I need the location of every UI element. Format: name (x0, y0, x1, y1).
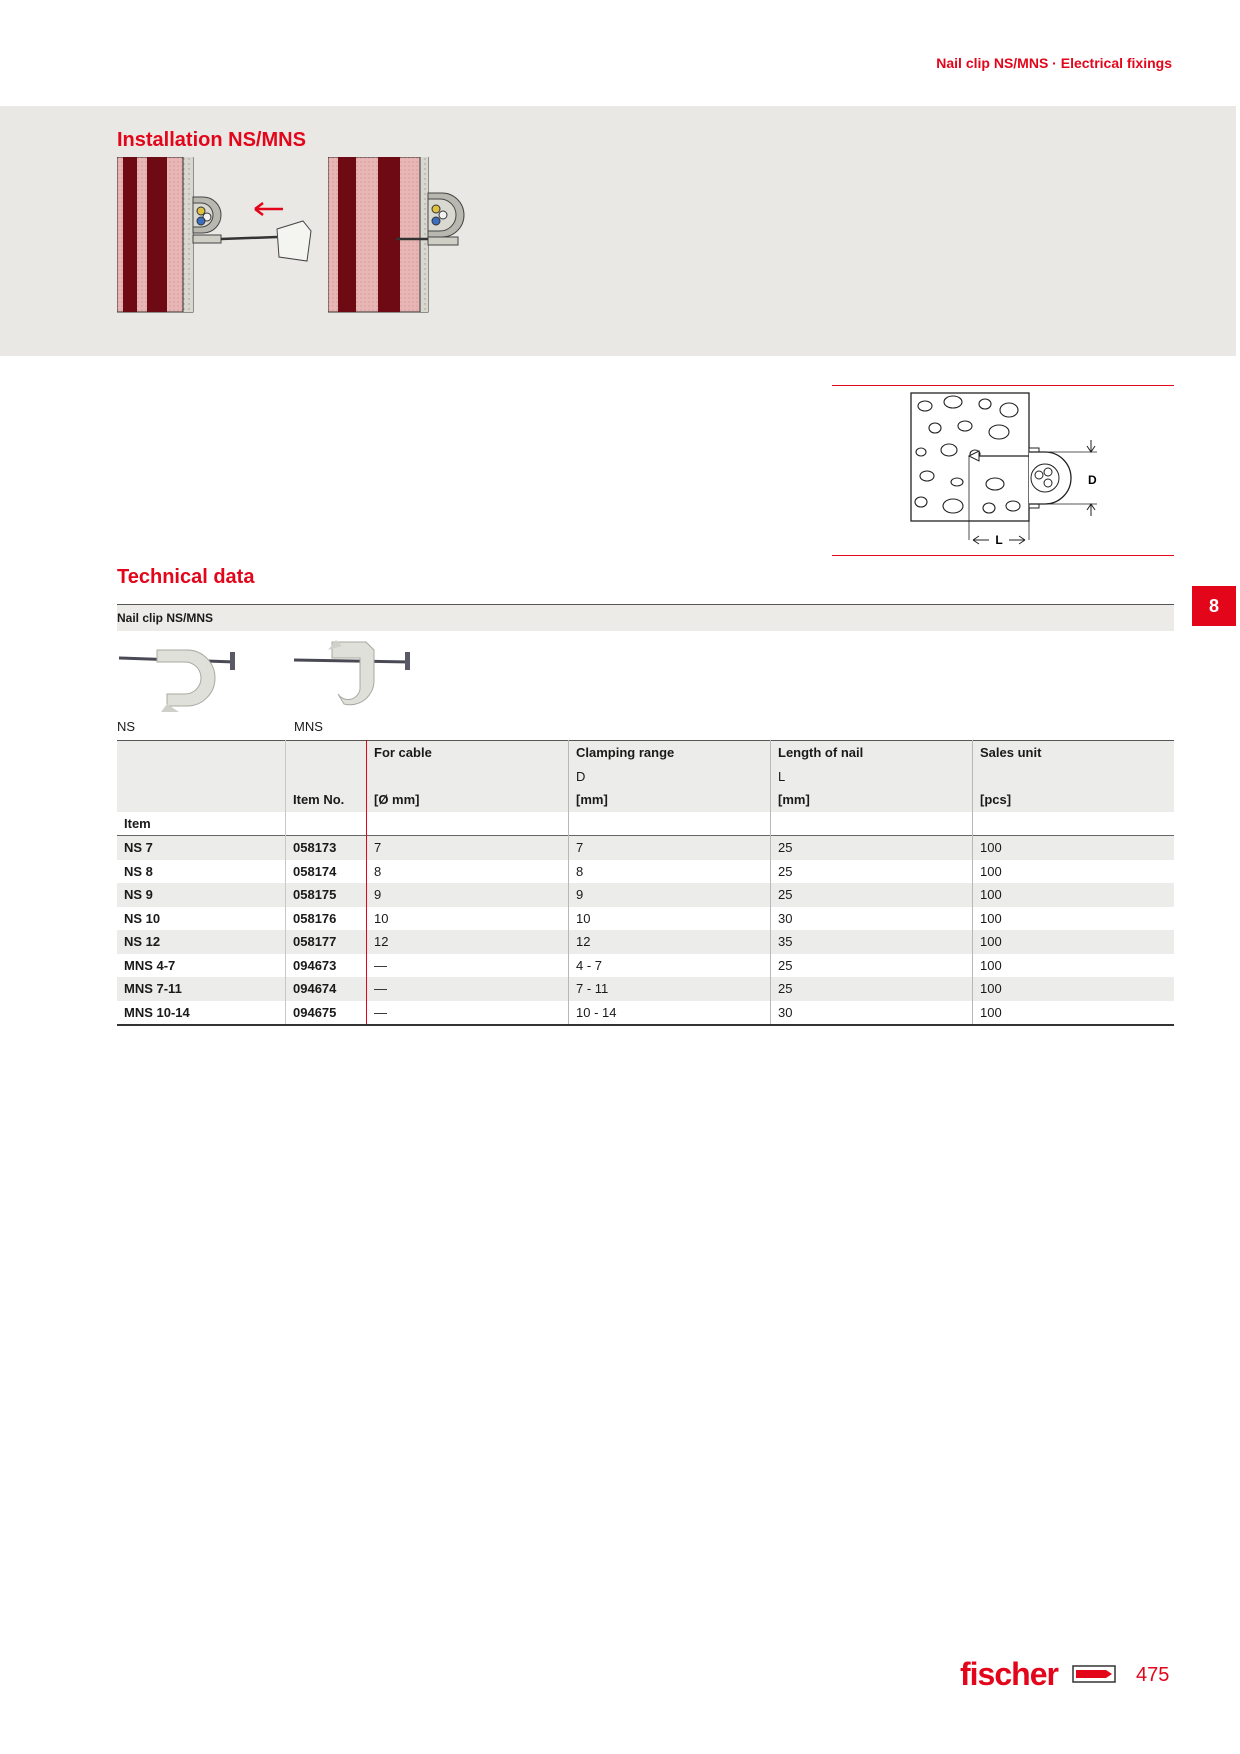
table-cell: 25 (771, 860, 973, 884)
table-cell (569, 812, 771, 836)
table-row (117, 860, 1174, 884)
page-number: 475 (1136, 1664, 1170, 1686)
table-cell: Clamping range (569, 741, 771, 765)
table-cell: Item No. (286, 788, 367, 812)
table-cell: 100 (980, 910, 1002, 926)
table-cell (973, 765, 1175, 789)
table-header-row (117, 812, 1174, 836)
diagram-top-rule (832, 385, 1174, 386)
table-cell: D (569, 765, 771, 789)
table-cell: NS 9 (117, 883, 286, 907)
table-cell (771, 812, 973, 836)
table-row (117, 836, 1174, 860)
table-cell (117, 788, 286, 812)
table-cell: Sales unit (973, 741, 1175, 765)
table-cell (286, 812, 367, 836)
table-cell: 12 (569, 930, 771, 954)
table-cell: 4 - 7 (569, 954, 771, 978)
technical-data-table (117, 740, 1174, 1026)
table-cell: 25 (771, 883, 973, 907)
table-cell (973, 812, 1175, 836)
table-cell: MNS 4-7 (117, 954, 286, 978)
table-cell: 7 - 11 (569, 977, 771, 1001)
table-cell: 058176 (286, 907, 367, 931)
table-cell: L (771, 765, 973, 789)
table-header-row (117, 765, 1174, 789)
table-cell: 25 (771, 954, 973, 978)
technical-data-heading: Technical data (117, 566, 255, 588)
installation-step-1-illustration (117, 157, 327, 314)
table-cell (367, 812, 569, 836)
diagram-d-label: D (1088, 473, 1097, 487)
table-cell: 100 (973, 930, 1175, 954)
table-cell: NS 10 (117, 907, 286, 931)
table-cell (117, 765, 286, 789)
table-cell: 100 (980, 863, 1002, 879)
table-cell: For cable (367, 741, 569, 765)
table-cell: 30 (771, 907, 973, 931)
table-cell: 100 (980, 1004, 1002, 1020)
table-cell: 7 (569, 836, 771, 860)
table-cell: 9 (569, 883, 771, 907)
table-cell: 094673 (286, 954, 367, 978)
table-cell: 8 (569, 860, 771, 884)
ns-product-image (117, 640, 257, 716)
fischer-logo: fischer (960, 1656, 1058, 1692)
table-cell: 7 (367, 836, 569, 860)
table-cell: 094675 (286, 1001, 367, 1026)
diagram-l-label: L (995, 533, 1003, 547)
ns-label: NS (117, 719, 136, 734)
table-cell: NS 12 (117, 930, 286, 954)
table-cell: 30 (771, 1001, 973, 1026)
chapter-tab[interactable]: 8 (1192, 586, 1236, 626)
table-row (117, 907, 1174, 931)
table-cell: 100 (973, 977, 1175, 1001)
table-cell: 058173 (286, 836, 367, 860)
table-cell: MNS 10-14 (117, 1001, 286, 1026)
table-cell: NS 8 (117, 860, 286, 884)
table-title: Nail clip NS/MNS (117, 611, 214, 625)
mns-product-image (292, 636, 462, 716)
table-cell: 058174 (286, 860, 367, 884)
diagram-bottom-rule (832, 555, 1174, 556)
table-cell: [mm] (569, 788, 771, 812)
table-cell: MNS 7-11 (117, 977, 286, 1001)
table-row (117, 1001, 1174, 1026)
table-cell: 100 (980, 957, 1002, 973)
table-cell: — (367, 977, 569, 1001)
table-cell: 100 (973, 836, 1175, 860)
installation-heading: Installation NS/MNS (117, 129, 306, 151)
table-header-row (117, 788, 1174, 812)
table-row (117, 977, 1174, 1001)
table-cell: 25 (771, 836, 973, 860)
table-title-bar (117, 604, 1174, 631)
table-cell: 094674 (286, 977, 367, 1001)
table-cell (286, 765, 367, 789)
table-cell: 058177 (286, 930, 367, 954)
installation-step-2-illustration (328, 157, 513, 314)
table-row (117, 954, 1174, 978)
table-row (117, 883, 1174, 907)
fischer-logo-emblem (1072, 1664, 1116, 1684)
table-cell: 9 (367, 883, 569, 907)
table-cell: — (367, 1001, 569, 1026)
table-cell: 10 (367, 907, 569, 931)
table-cell: [Ø mm] (367, 788, 569, 812)
table-cell: [mm] (771, 788, 973, 812)
table-cell: — (367, 954, 569, 978)
table-cell: 10 (569, 907, 771, 931)
table-cell: NS 7 (117, 836, 286, 860)
table-cell: 12 (367, 930, 569, 954)
table-cell: 10 - 14 (569, 1001, 771, 1026)
mns-label: MNS (294, 719, 323, 734)
table-cell: [pcs] (973, 788, 1175, 812)
table-cell: 100 (973, 883, 1175, 907)
table-cell: 8 (367, 860, 569, 884)
table-cell: 058175 (286, 883, 367, 907)
table-row (117, 930, 1174, 954)
running-header: Nail clip NS/MNS · Electrical fixings (936, 55, 1172, 71)
table-cell (286, 741, 367, 765)
table-cell: Length of nail (771, 741, 973, 765)
table-header-row (117, 741, 1174, 765)
table-cell (117, 741, 286, 765)
dimension-diagram (905, 390, 1105, 550)
table-cell (367, 765, 569, 789)
table-cell: 25 (771, 977, 973, 1001)
table-cell: 35 (771, 930, 973, 954)
table-cell: Item (117, 812, 286, 836)
